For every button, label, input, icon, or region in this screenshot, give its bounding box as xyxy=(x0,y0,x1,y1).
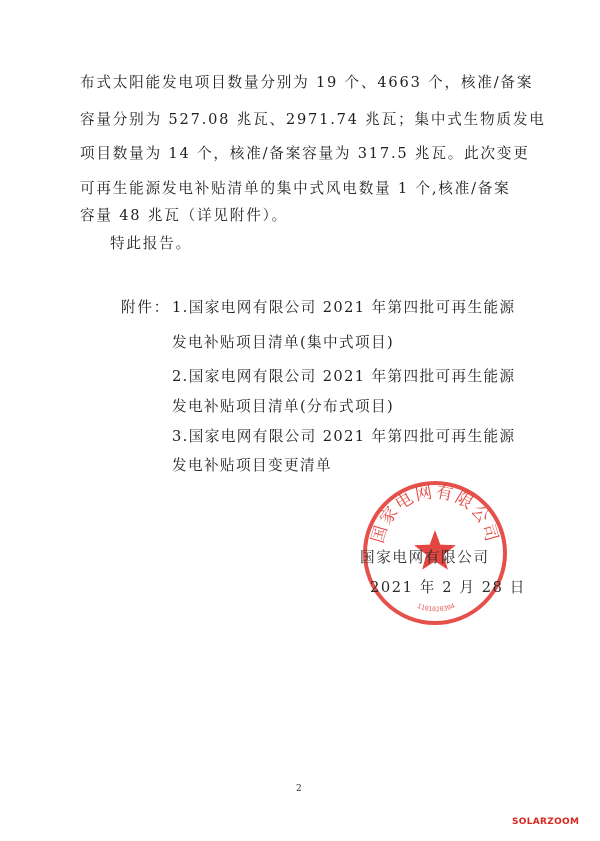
body-line-4: 可再生能源发电补贴清单的集中式风电数量 1 个,核准/备案 xyxy=(80,180,511,197)
attachment-3-line-1: 3.国家电网有限公司 2021 年第四批可再生能源 xyxy=(172,428,516,445)
attachment-1-line-2: 发电补贴项目清单(集中式项目) xyxy=(172,334,395,351)
body-line-2: 容量分别为 527.08 兆瓦、2971.74 兆瓦；集中式生物质发电 xyxy=(80,111,546,128)
signature-org: 国家电网有限公司 xyxy=(360,549,490,566)
watermark: SOLARZOOM xyxy=(512,817,580,827)
page-number: 2 xyxy=(296,784,302,794)
signature-date: 2021 年 2 月 28 日 xyxy=(370,579,526,596)
attachment-1-line-1: 1.国家电网有限公司 2021 年第四批可再生能源 xyxy=(172,299,516,316)
body-line-1: 布式太阳能发电项目数量分别为 19 个、4663 个，核准/备案 xyxy=(80,74,534,91)
body-line-5: 容量 48 兆瓦（详见附件）。 xyxy=(80,207,289,224)
seal-number: 1101020304 xyxy=(416,601,456,614)
attachment-2-line-1: 2.国家电网有限公司 2021 年第四批可再生能源 xyxy=(172,368,516,385)
attachment-3-line-2: 发电补贴项目变更清单 xyxy=(172,457,332,474)
seal-ring-text: 国家电网有限公司 xyxy=(368,482,502,546)
body-line-3: 项目数量为 14 个，核准/备案容量为 317.5 兆瓦。此次变更 xyxy=(80,145,530,162)
attachments-label: 附件： xyxy=(121,299,171,316)
closing-text: 特此报告。 xyxy=(110,235,192,252)
attachment-2-line-2: 发电补贴项目清单(分布式项目) xyxy=(172,398,395,415)
